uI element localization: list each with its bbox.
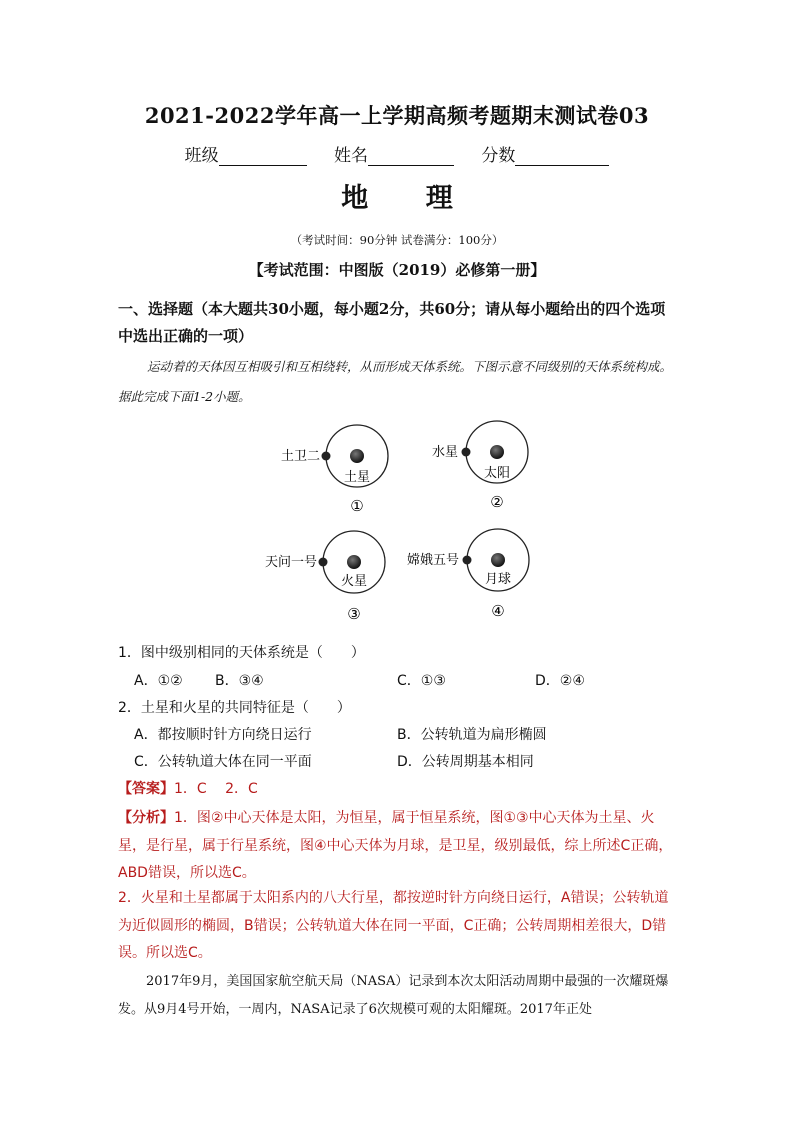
satellite-label-3: 天问一号 xyxy=(264,555,317,570)
q1-option-c[interactable]: C．①③ xyxy=(397,673,446,689)
name-field xyxy=(334,141,454,166)
name-blank[interactable] xyxy=(368,147,454,166)
center-label-3: 火星 xyxy=(340,574,368,589)
intro-passage: 运动着的天体因互相吸引和互相绕转，从而形成天体系统。下图示意不同级别的天体系统构成。据此完成下面1-2小题。 xyxy=(118,359,673,404)
next-passage: 2017年9月，美国国家航空航天局（NASA）记录到本次太阳活动周期中最强的一次耀斑爆发。从9月4号开始，一周内，NASA记录了6次规模可观的太阳耀斑。2017年正处 xyxy=(118,974,669,1017)
q2-option-a[interactable]: A．都按顺时针方向绕日运行 xyxy=(134,727,312,743)
center-body-3 xyxy=(347,555,361,569)
satellite-body-3 xyxy=(319,558,328,567)
question-2-stem: 2．土星和火星的共同特征是（ ） xyxy=(118,700,351,716)
score-field xyxy=(481,141,609,166)
q1-option-d[interactable]: D．②④ xyxy=(535,673,585,689)
system-3 xyxy=(265,531,385,623)
system-1 xyxy=(281,425,388,515)
q2-option-b[interactable]: B．公转轨道为扁形椭圆 xyxy=(397,727,547,743)
q2-option-c[interactable]: C．公转轨道大体在同一平面 xyxy=(134,754,312,770)
satellite-body-4 xyxy=(463,556,472,565)
celestial-systems-figure xyxy=(250,410,570,628)
exam-scope: 【考试范围：中图版（2019）必修第一册】 xyxy=(248,261,546,279)
analysis-part-1 xyxy=(118,805,674,888)
class-label: 班级 xyxy=(184,146,219,166)
analysis-text-1: 1．图②中心天体是太阳，为恒星，属于恒星系统，图①③中心天体为土星、火星，是行星，属于行星系统，图④中心天体为月球，是卫星，级别最低，综上所述C正确，ABD错误，所以选C。 xyxy=(118,810,673,881)
center-body-1 xyxy=(350,449,364,463)
class-blank[interactable] xyxy=(219,147,307,166)
score-blank[interactable] xyxy=(515,147,609,166)
score-label: 分数 xyxy=(481,146,516,166)
analysis-tag: 【分析】 xyxy=(118,810,174,826)
student-info-row xyxy=(0,141,794,166)
exam-time-note: （考试时间：90分钟 试卷满分：100分） xyxy=(290,233,504,247)
answer-line xyxy=(118,778,258,798)
satellite-label-2: 水星 xyxy=(431,445,458,460)
system-number-1: ① xyxy=(350,497,364,515)
class-field xyxy=(185,141,307,166)
satellite-label-1: 土卫二 xyxy=(280,449,320,464)
section-heading: 一、选择题（本大题共30小题，每小题2分，共60分；请从每小题给出的四个选项中选出正确的一项） xyxy=(118,300,666,345)
center-body-2 xyxy=(490,445,504,459)
satellite-label-4: 嫦娥五号 xyxy=(406,553,459,568)
system-4 xyxy=(407,529,529,620)
answer-tag: 【答案】 xyxy=(118,781,174,797)
name-label: 姓名 xyxy=(334,146,368,166)
system-2 xyxy=(432,421,528,511)
center-label-1: 土星 xyxy=(343,470,371,485)
center-label-4: 月球 xyxy=(484,572,512,587)
system-number-4: ④ xyxy=(491,602,505,620)
q1-option-a[interactable]: A．①② xyxy=(134,673,183,689)
center-body-4 xyxy=(491,553,505,567)
center-label-2: 太阳 xyxy=(483,466,511,481)
satellite-body-2 xyxy=(462,448,471,457)
paper-title: 2021-2022学年高一上学期高频考题期末测试卷03 xyxy=(144,103,650,128)
q1-option-b[interactable]: B．③④ xyxy=(215,673,264,689)
system-number-2: ② xyxy=(490,493,504,511)
subject-heading: 地 理 xyxy=(341,183,477,214)
satellite-body-1 xyxy=(322,452,331,461)
answer-text: 1．C 2．C xyxy=(174,781,258,797)
q2-option-d[interactable]: D．公转周期基本相同 xyxy=(397,754,534,770)
analysis-part-2: 2．火星和土星都属于太阳系内的八大行星，都按逆时针方向绕日运行，A错误；公转轨道为近似圆形的椭圆，B错误；公转轨道大体在同一平面，C正确；公转周期相差很大，D错误。所以选C。 xyxy=(118,890,669,961)
system-number-3: ③ xyxy=(347,605,361,623)
question-1-stem: 1．图中级别相同的天体系统是（ ） xyxy=(118,645,365,661)
